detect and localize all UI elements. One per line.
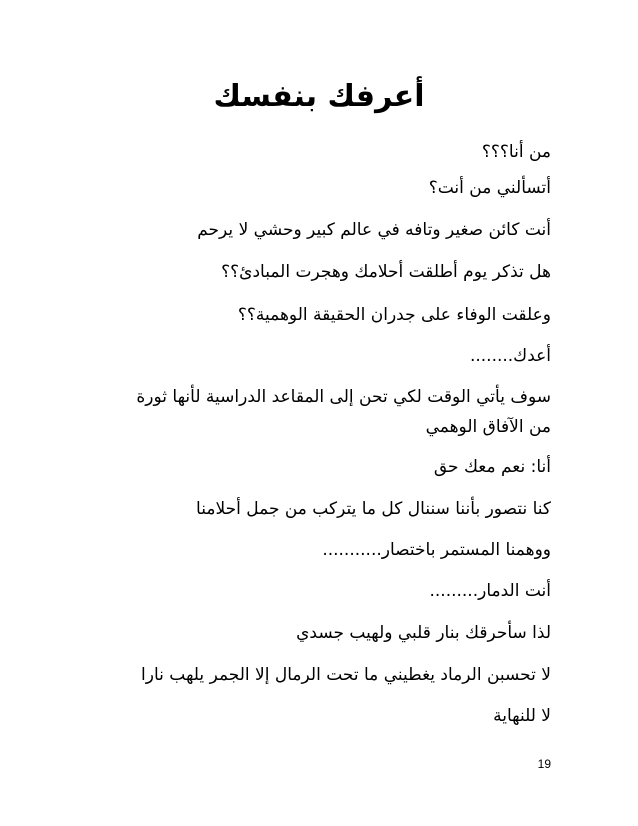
text-line-12: أنت الدمار.........: [429, 581, 551, 601]
text-line-3: أنت كائن صغير وتافه في عالم كبير وحشي لا يرحم: [197, 220, 551, 240]
text-line-6: أعدك........: [469, 346, 551, 366]
page-title: أعرفك بنفسك: [213, 79, 425, 114]
text-line-11: ووهمنا المستمر باختصار...........: [322, 540, 551, 560]
text-line-14: لا تحسبن الرماد يغطيني ما تحت الرمال إلا الجمر يلهب نارا: [141, 665, 551, 685]
text-line-7: سوف يأتي الوقت لكي تحن إلى المقاعد الدراسية لأنها ثورة: [136, 387, 551, 407]
page-number: 19: [537, 757, 551, 771]
text-line-13: لذا سأحرقك بنار قلبي ولهيب جسدي: [296, 623, 551, 643]
text-line-9: أنا: نعم معك حق: [433, 457, 551, 477]
text-line-10: كنا نتصور بأننا سننال كل ما يتركب من جمل أحلامنا: [196, 499, 551, 519]
text-line-5: وعلقت الوفاء على جدران الحقيقة الوهمية؟؟: [237, 305, 551, 325]
text-line-8: من الآفاق الوهمي: [425, 417, 551, 437]
text-line-1: من أنا؟؟؟: [481, 142, 551, 162]
text-line-4: هل تذكر يوم أطلقت أحلامك وهجرت المبادئ؟؟: [221, 262, 551, 282]
text-line-15: لا للنهاية: [493, 706, 551, 726]
text-line-2: أتسألني من أنت؟: [428, 178, 551, 198]
